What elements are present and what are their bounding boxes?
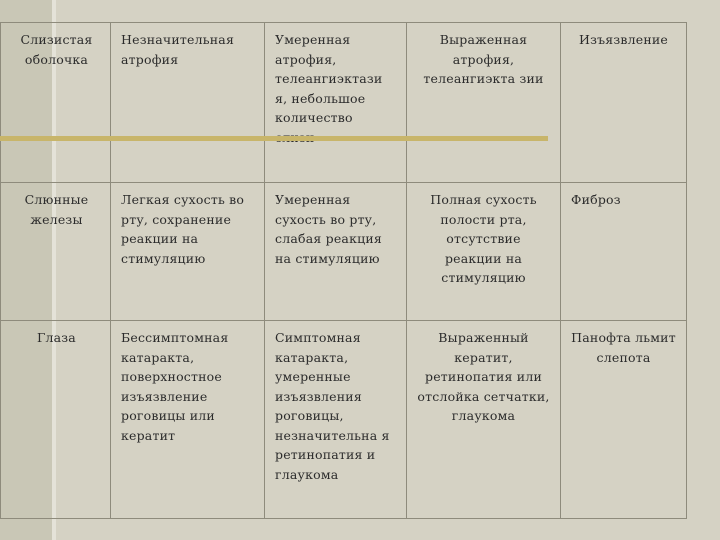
grade3-cell: Выраженный кератит, ретинопатия или отслойка сетчатки, глаукома — [407, 321, 561, 519]
grade2-cell: Умеренная атрофия, телеангиэктази я, небольшое количество — [265, 23, 407, 183]
toxicity-table — [0, 22, 687, 519]
grade2-cell: Симптомная катаракта, умеренные изъязвления роговицы, незначительна я ретинопатия и глаукома — [265, 321, 407, 519]
organ-cell: Слизистая оболочка — [1, 23, 111, 183]
accent-line — [0, 136, 548, 141]
grade3-cell: Полная сухость полости рта, отсутствие реакции на стимуляцию — [407, 183, 561, 321]
grade4-cell: Изъязвление — [561, 23, 687, 183]
organ-cell: Глаза — [1, 321, 111, 519]
grade3-cell: Выраженная атрофия, телеангиэкта зии — [407, 23, 561, 183]
grade4-cell: Панофта льмит слепота — [561, 321, 687, 519]
grade1-cell: Бессимптомная катаракта, поверхностное изъязвление роговицы или кератит — [111, 321, 265, 519]
table-row — [1, 321, 687, 519]
grade2-cell: Умеренная сухость во рту, слабая реакция на стимуляцию — [265, 183, 407, 321]
table-row — [1, 183, 687, 321]
grade4-cell: Фиброз — [561, 183, 687, 321]
grade1-cell: Легкая сухость во рту, сохранение реакции на стимуляцию — [111, 183, 265, 321]
grade1-cell: Незначительная атрофия — [111, 23, 265, 183]
organ-cell: Слюнные железы — [1, 183, 111, 321]
table-row — [1, 23, 687, 183]
